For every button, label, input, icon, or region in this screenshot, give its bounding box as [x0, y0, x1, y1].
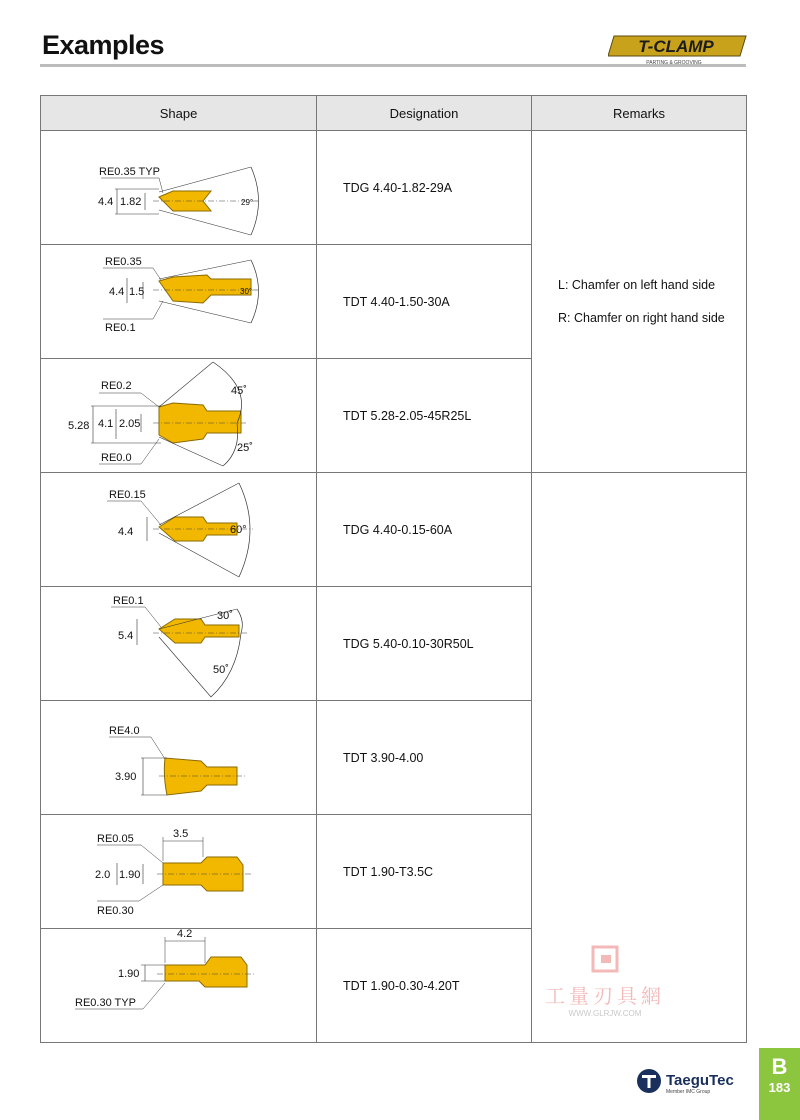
designation-text: TDG 4.40-0.15-60A	[343, 522, 453, 537]
dim-label: 2.0	[95, 869, 111, 881]
dim-label: 3.90	[115, 771, 137, 783]
shape-drawing	[41, 245, 317, 359]
designation-text: TDG 5.40-0.10-30R50L	[343, 636, 474, 651]
dim-label: RE0.15	[109, 489, 146, 501]
table-row	[41, 131, 747, 245]
watermark-icon	[585, 945, 625, 975]
dim-label: 4.4	[118, 526, 134, 538]
shape-drawing	[41, 929, 317, 1043]
designation-cell	[317, 929, 532, 1043]
shape-drawing	[41, 473, 317, 587]
dim-label: 1.90	[119, 869, 141, 881]
logo-icon	[636, 1068, 662, 1094]
dim-label: RE0.2	[101, 380, 132, 392]
dim-label: 45˚	[231, 385, 247, 397]
shape-drawing	[41, 701, 317, 815]
shape-drawing	[41, 587, 317, 701]
designation-cell	[317, 245, 532, 359]
designation-cell	[317, 473, 532, 587]
table-header-row	[41, 96, 747, 131]
designation-text: TDT 4.40-1.50-30A	[343, 294, 450, 309]
dim-label: RE0.30 TYP	[75, 997, 136, 1009]
shape-drawing	[41, 359, 317, 473]
insert-profile	[165, 957, 247, 987]
dim-label: 1.82	[120, 196, 142, 208]
dim-label: RE0.30	[97, 905, 134, 917]
dim-label: 30˚	[217, 610, 233, 622]
designation-cell	[317, 587, 532, 701]
logo-name: TaeguTec	[666, 1072, 734, 1089]
designation-cell	[317, 815, 532, 929]
dim-label: RE0.0	[101, 452, 132, 464]
dim-label: 5.28	[68, 420, 90, 432]
page-number: 183	[768, 1080, 791, 1095]
dim-label: RE0.05	[97, 833, 134, 845]
dim-label: RE0.35 TYP	[99, 166, 160, 178]
brand-text: T-CLAMP	[638, 37, 714, 56]
watermark-text: 工量刃具網	[545, 984, 665, 1008]
section-tab	[759, 1048, 800, 1120]
logo-sub: Member IMC Group	[666, 1089, 711, 1095]
dim-label: 1.5	[129, 286, 145, 298]
column-header-shape: Shape	[41, 96, 317, 131]
designation-text: TDT 1.90-T3.5C	[343, 864, 434, 879]
remark-left: L: Chamfer on left hand side	[558, 277, 716, 292]
dim-label: 4.2	[177, 929, 193, 940]
insert-profile	[164, 758, 237, 795]
watermark	[535, 945, 675, 1018]
designation-cell	[317, 701, 532, 815]
shape-drawing	[41, 131, 317, 245]
designation-text: TDT 1.90-0.30-4.20T	[343, 978, 460, 993]
table-row	[41, 473, 747, 587]
dim-label: 60°	[230, 524, 247, 536]
brand-sub: PARTING & GROOVING	[646, 60, 702, 66]
insert-profile	[159, 275, 251, 303]
dim-label: 2.05	[119, 418, 141, 430]
dim-label: 50˚	[213, 664, 229, 676]
dim-label: 30°	[240, 287, 253, 296]
section-letter: B	[771, 1054, 788, 1079]
insert-profile	[159, 619, 239, 643]
column-header-remarks: Remarks	[532, 96, 747, 131]
dim-label: 29°	[241, 198, 254, 207]
examples-table	[40, 95, 747, 1043]
dim-label: 3.5	[173, 828, 189, 840]
dim-label: RE4.0	[109, 725, 140, 737]
shape-drawing	[41, 815, 317, 929]
tclamp-logo	[608, 30, 748, 66]
dim-label: 4.4	[109, 286, 125, 298]
dim-label: 4.4	[98, 196, 114, 208]
designation-cell	[317, 359, 532, 473]
designation-text: TDT 3.90-4.00	[343, 750, 424, 765]
dim-label: RE0.1	[105, 322, 136, 334]
designation-text: TDT 5.28-2.05-45R25L	[343, 408, 472, 423]
dim-label: RE0.1	[113, 595, 144, 607]
column-header-designation: Designation	[317, 96, 532, 131]
dim-label: 5.4	[118, 630, 134, 642]
remark-right: R: Chamfer on right hand side	[558, 310, 725, 325]
dim-label: 4.1	[98, 418, 114, 430]
dim-label: RE0.35	[105, 256, 142, 268]
designation-text: TDG 4.40-1.82-29A	[343, 180, 453, 195]
designation-cell	[317, 131, 532, 245]
taegutec-logo	[636, 1068, 756, 1098]
remarks-cell	[532, 131, 747, 473]
watermark-url: WWW.GLRJW.COM	[568, 1009, 642, 1018]
page-title: Examples	[42, 30, 165, 60]
dim-label: 25˚	[237, 442, 253, 454]
dim-label: 1.90	[118, 968, 140, 980]
